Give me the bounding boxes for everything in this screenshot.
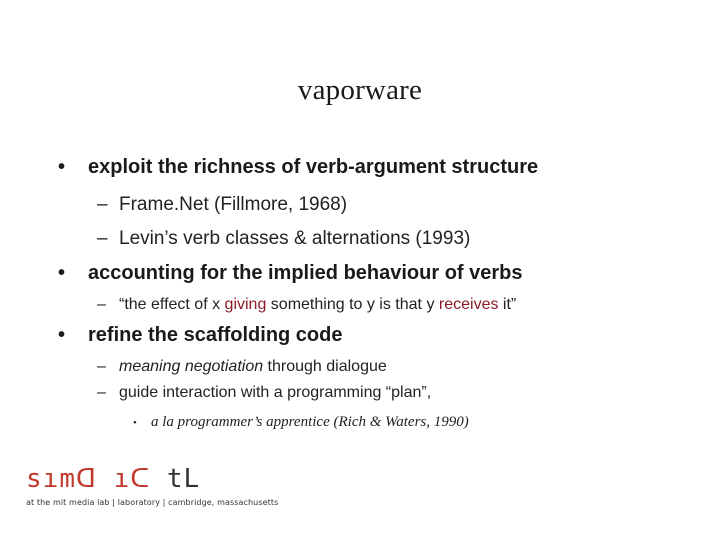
logo-char: m [59, 464, 76, 494]
dash-marker: – [97, 358, 106, 375]
logo-char [97, 464, 114, 494]
slide-title: vaporware [297, 74, 423, 106]
bullet-marker: • [58, 156, 66, 178]
logo-char: s [26, 464, 43, 494]
sub-sub-bullet-item-1 [133, 414, 469, 431]
logo-char: L [183, 464, 201, 494]
bullet-item-1 [58, 156, 538, 179]
bullet-item-3 [58, 324, 342, 347]
logo-wordmark [26, 464, 200, 494]
bullet-marker: • [133, 417, 137, 429]
highlight-word: giving [224, 296, 267, 313]
sub-bullet-text: Levin’s verb classes & alternations (1993) [119, 228, 471, 249]
sub-bullet-text: Frame.Net (Fillmore, 1968) [119, 194, 348, 215]
sociable-media-group-logo [26, 464, 286, 514]
sub-bullet-item-3 [97, 296, 516, 314]
logo-char: ı [113, 464, 131, 494]
dash-marker: – [97, 384, 106, 401]
bullet-marker: • [58, 324, 66, 346]
bullet-text: exploit the richness of verb-argument structure [88, 156, 539, 178]
bullet-item-2 [58, 262, 523, 285]
dash-marker: – [97, 228, 108, 249]
logo-char: ı [42, 464, 60, 494]
dash-marker: – [97, 296, 106, 313]
bullet-text: accounting for the implied behaviour of verbs [88, 262, 523, 284]
dash-marker: – [97, 194, 108, 215]
logo-char: ᑕ [130, 464, 151, 494]
quote-part: “the effect of x [119, 296, 225, 313]
sub-bullet-text: guide interaction with a programming “plan”, [119, 384, 432, 401]
sub-bullet-text: through dialogue [263, 358, 387, 375]
logo-subtitle: at the mit media lab | laboratory | cambridge, massachusetts [26, 498, 279, 507]
sub-sub-bullet-text: a la programmer’s apprentice (Rich & Waters, 1990) [151, 414, 469, 430]
bullet-marker: • [58, 262, 66, 284]
quote-part: something to y is that y [266, 296, 439, 313]
highlight-word: receives [438, 296, 499, 313]
sub-bullet-item-4 [97, 358, 387, 376]
bullet-text: refine the scaffolding code [88, 324, 343, 346]
quote-part: it” [498, 296, 517, 313]
sub-bullet-item-2 [97, 228, 470, 250]
logo-char: ᗡ [75, 464, 97, 494]
sub-bullet-item-1 [97, 194, 347, 216]
sub-bullet-item-5 [97, 384, 431, 402]
logo-char: t [166, 464, 184, 494]
logo-char [150, 464, 167, 494]
italic-phrase: meaning negotiation [119, 358, 264, 375]
